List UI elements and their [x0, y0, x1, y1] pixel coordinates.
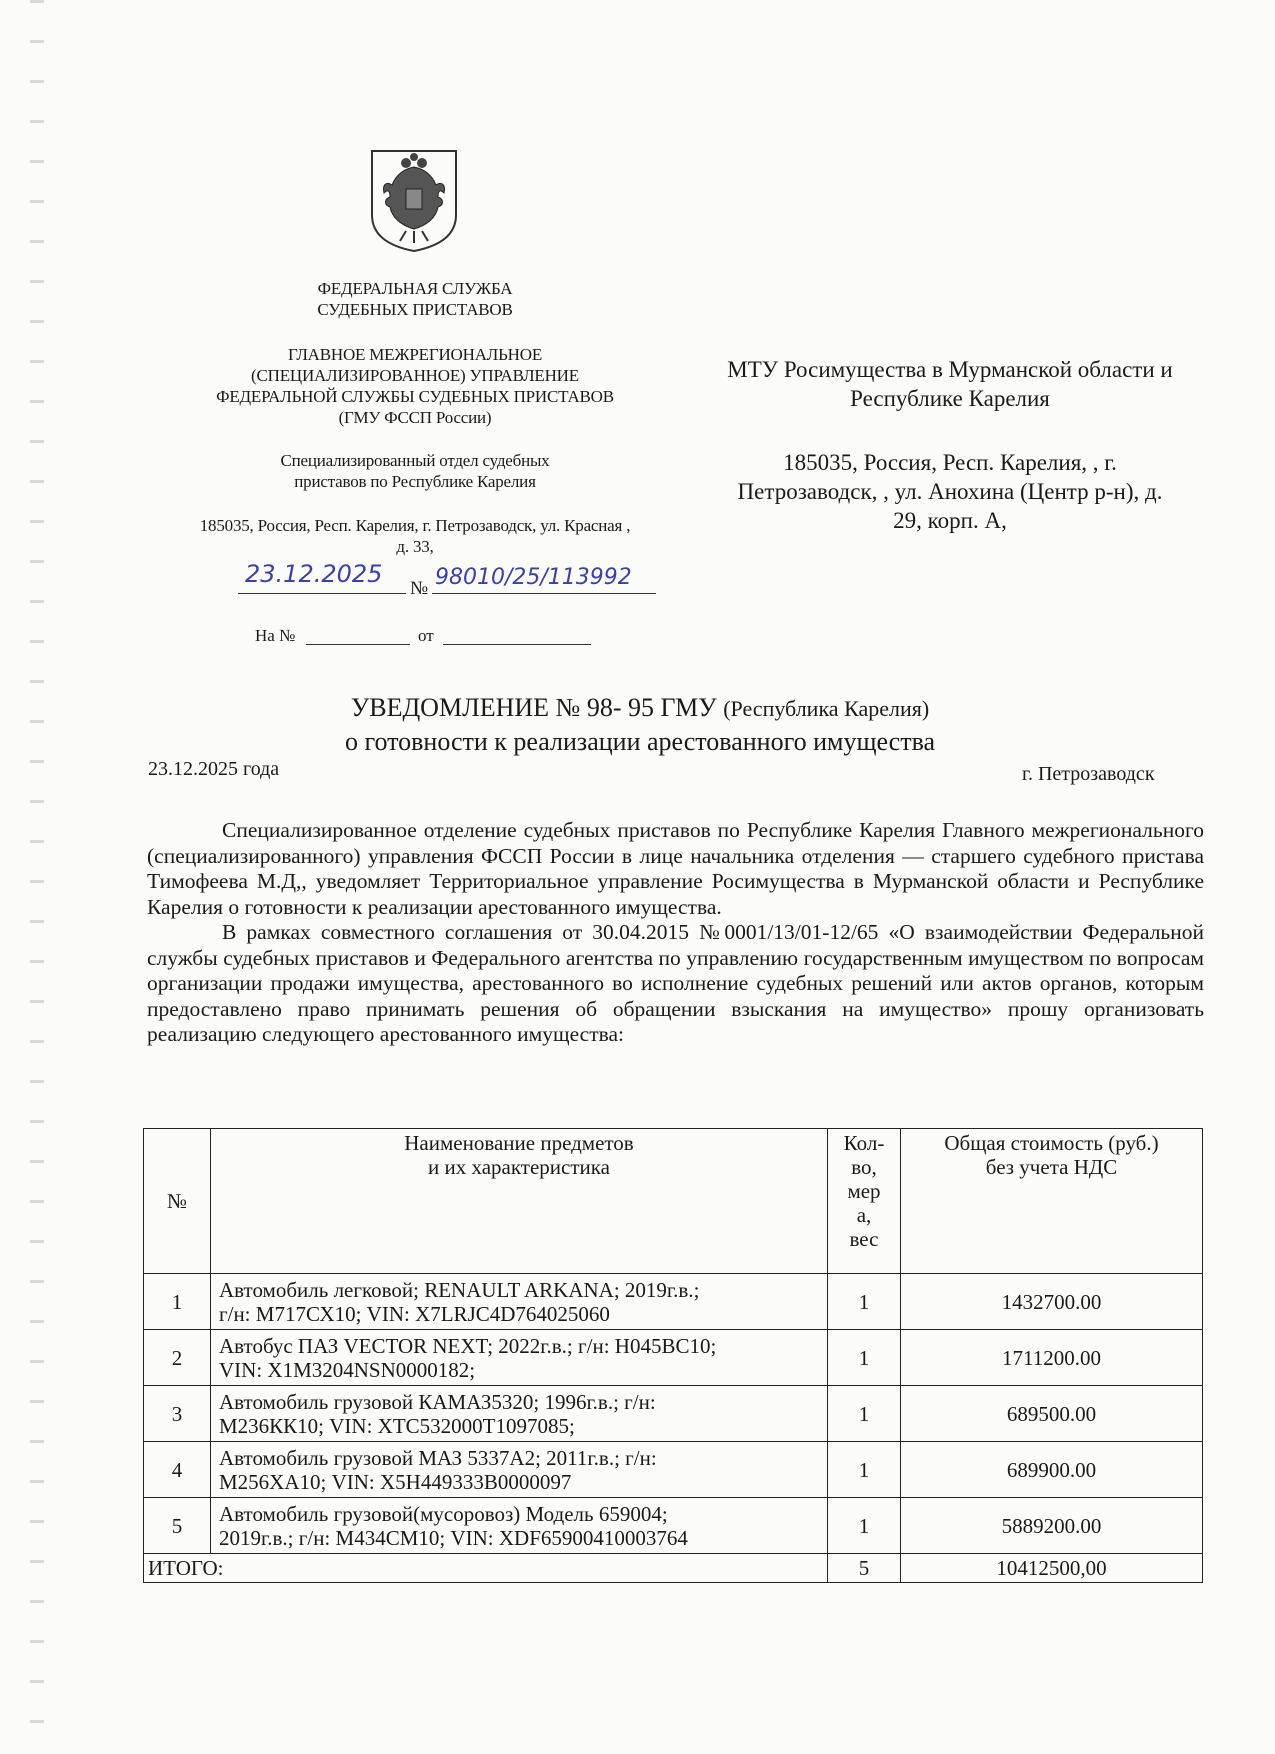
header-qty-line-4: а, — [856, 1203, 872, 1227]
office-line-2: приставов по Республике Карелия — [294, 472, 536, 491]
table-row — [144, 1274, 1203, 1330]
department-line-2: (СПЕЦИАЛИЗИРОВАННОЕ) УПРАВЛЕНИЕ — [251, 366, 579, 385]
number-label: № — [410, 578, 429, 599]
paragraph-2: В рамках совместного соглашения от 30.04.2015 №0001/13/01-12/65 «О взаимодействии Федеральной службы судебных приставов и Федерального агентства по управлению государственным имуществом по вопросам организации продажи имущества, арестованного во исполнение судебных решений или актов органов, которым предоставлено право принимать решения об обращении взыскания на имущество» прошу организовать реализацию следующего арестованного имущества: — [147, 920, 1204, 1046]
service-line-1: ФЕДЕРАЛЬНАЯ СЛУЖБА — [317, 279, 513, 298]
header-name-line-1: Наименование предметов — [404, 1131, 634, 1155]
header-number: № — [144, 1129, 211, 1274]
header-qty-line-2: во, — [851, 1155, 877, 1179]
total-quantity: 5 — [828, 1554, 901, 1583]
date-underline — [238, 593, 406, 594]
row-quantity: 1 — [828, 1330, 901, 1386]
row-number: 5 — [144, 1498, 211, 1554]
row-name — [211, 1386, 828, 1442]
department-line-1: ГЛАВНОЕ МЕЖРЕГИОНАЛЬНОЕ — [287, 345, 543, 364]
handwritten-number: 98010/25/113992 — [435, 565, 632, 590]
row-name — [211, 1442, 828, 1498]
total-sum: 10412500,00 — [901, 1554, 1203, 1583]
header-sum — [901, 1129, 1203, 1274]
recipient-name — [680, 355, 1220, 413]
title-main: УВЕДОМЛЕНИЕ № 98- 95 ГМУ — [350, 693, 717, 722]
property-table — [143, 1128, 1203, 1583]
row-sum: 5889200.00 — [901, 1498, 1203, 1554]
recipient-address-line-1: 185035, Россия, Респ. Карелия, , г. — [783, 450, 1117, 475]
document-title — [130, 692, 1150, 725]
reply-date-blank — [443, 644, 591, 645]
header-qty-line-5: вес — [849, 1227, 879, 1251]
coat-of-arms-emblem — [366, 145, 462, 255]
office-line-1: Специализированный отдел судебных — [280, 451, 550, 470]
row-name-line-2: М256ХА10; VIN: X5H449333B0000097 — [219, 1469, 572, 1494]
row-name-line-2: VIN: X1M3204NSN0000182; — [219, 1357, 476, 1382]
table-row — [144, 1442, 1203, 1498]
header-qty-line-1: Кол- — [843, 1131, 885, 1155]
body-text — [147, 818, 1204, 1048]
header-name — [211, 1129, 828, 1274]
recipient-address-line-3: 29, корп. А, — [893, 508, 1007, 533]
paragraph-1: Специализированное отделение судебных приставов по Республике Карелия Главного межрегионального (специализированного) управления ФССП России в лице начальника отделения — старшего судебного пристава Тимофеева М.Д,, уведомляет Территориальное управление Росимущества в Мурманской области и Республике Карелия о готовности к реализации арестованного имущества. — [147, 818, 1204, 919]
row-name — [211, 1274, 828, 1330]
document-date: 23.12.2025 года — [148, 758, 280, 780]
header-qty-line-3: мер — [847, 1179, 881, 1203]
table-row — [144, 1330, 1203, 1386]
table-total-row — [144, 1554, 1203, 1583]
row-quantity: 1 — [828, 1498, 901, 1554]
row-name-line-1: Автомобиль легковой; RENAULT ARKANA; 2019г.в.; — [219, 1277, 700, 1302]
row-sum: 689900.00 — [901, 1442, 1203, 1498]
sender-department — [150, 344, 680, 428]
reply-number-blank — [306, 644, 410, 645]
service-line-2: СУДЕБНЫХ ПРИСТАВОВ — [317, 300, 513, 319]
handwritten-date: 23.12.2025 — [245, 560, 383, 588]
sender-address-line-2: д. 33, — [396, 537, 434, 556]
row-name — [211, 1498, 828, 1554]
row-name-line-2: 2019г.в.; г/н: М434СМ10; VIN: XDF65900410003764 — [219, 1525, 688, 1550]
row-name-line-1: Автомобиль грузовой КАМАЗ5320; 1996г.в.; г/н: — [219, 1389, 656, 1414]
row-number: 3 — [144, 1386, 211, 1442]
department-line-4: (ГМУ ФССП России) — [338, 408, 492, 427]
document-subtitle: о готовности к реализации арестованного имущества — [344, 727, 936, 756]
row-name-line-2: М236КК10; VIN: XTC532000T1097085; — [219, 1413, 575, 1438]
recipient-address — [680, 448, 1220, 535]
row-number: 1 — [144, 1274, 211, 1330]
recipient-name-line-1: МТУ Росимущества в Мурманской области и — [727, 357, 1173, 382]
row-name-line-1: Автомобиль грузовой(мусоровоз) Модель 659004; — [219, 1501, 668, 1526]
header-quantity — [828, 1129, 901, 1274]
reply-from-label: от — [418, 626, 434, 645]
row-number: 4 — [144, 1442, 211, 1498]
total-label: ИТОГО: — [144, 1554, 828, 1583]
sender-service — [150, 278, 680, 320]
row-quantity: 1 — [828, 1274, 901, 1330]
sender-address-line-1: 185035, Россия, Респ. Карелия, г. Петрозаводск, ул. Красная , — [199, 516, 631, 535]
table-row — [144, 1498, 1203, 1554]
row-name-line-2: г/н: М717СХ10; VIN: X7LRJC4D764025060 — [219, 1301, 610, 1326]
header-sum-line-1: Общая стоимость (руб.) — [944, 1131, 1159, 1155]
table-header-row — [144, 1129, 1203, 1274]
scan-edge-artifact — [30, 0, 44, 1754]
header-name-line-2: и их характеристика — [428, 1155, 610, 1179]
header-sum-line-2: без учета НДС — [985, 1155, 1118, 1179]
document-city: г. Петрозаводск — [1022, 763, 1155, 785]
row-sum: 689500.00 — [901, 1386, 1203, 1442]
number-underline — [432, 593, 656, 594]
row-quantity: 1 — [828, 1386, 901, 1442]
row-quantity: 1 — [828, 1442, 901, 1498]
title-region: (Республика Карелия) — [723, 696, 930, 721]
row-name-line-1: Автомобиль грузовой МАЗ 5337А2; 2011г.в.; г/н: — [219, 1445, 657, 1470]
table-row — [144, 1386, 1203, 1442]
row-name-line-1: Автобус ПАЗ VECTOR NEXT; 2022г.в.; г/н: Н045ВС10; — [219, 1333, 717, 1358]
row-name — [211, 1330, 828, 1386]
row-sum: 1432700.00 — [901, 1274, 1203, 1330]
department-line-3: ФЕДЕРАЛЬНОЙ СЛУЖБЫ СУДЕБНЫХ ПРИСТАВОВ — [216, 387, 614, 406]
row-number: 2 — [144, 1330, 211, 1386]
sender-address — [150, 515, 680, 557]
recipient-address-line-2: Петрозаводск, , ул. Анохина (Центр р-н), д. — [737, 479, 1163, 504]
sender-office — [150, 450, 680, 492]
row-sum: 1711200.00 — [901, 1330, 1203, 1386]
reply-to-label: На № — [255, 626, 296, 645]
recipient-name-line-2: Республике Карелия — [850, 386, 1050, 411]
